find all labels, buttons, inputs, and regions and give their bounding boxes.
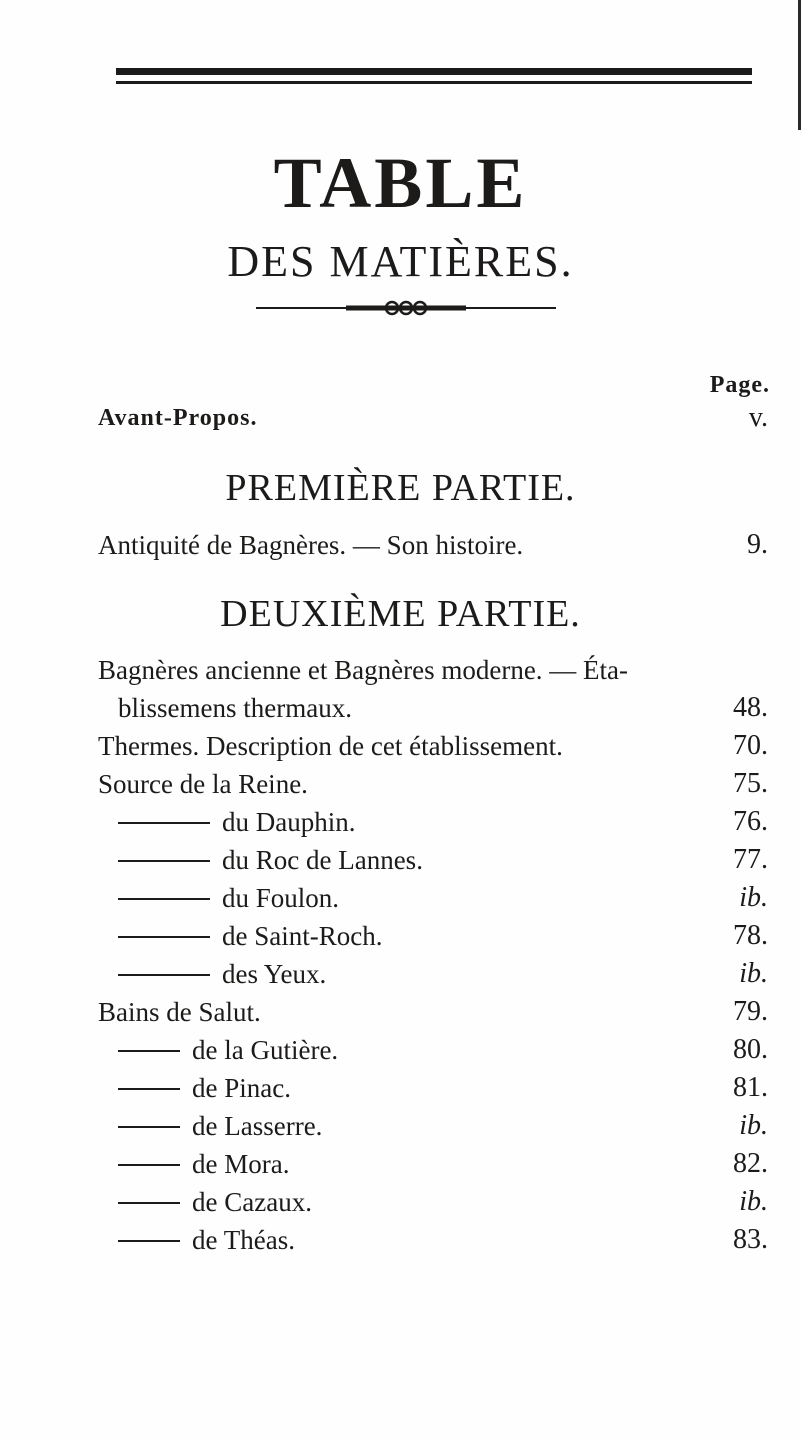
toc-entry-page: 70. [733,730,768,761]
toc-entry [98,690,768,726]
toc-entry-page: ib. [739,1186,768,1217]
toc-entry-page: 79. [733,996,768,1027]
toc-entry-text: Antiquité de Bagnères. — Son histoire. [98,530,524,560]
toc-entry [98,918,768,954]
toc-entry-page: 76. [733,806,768,837]
part-two-heading: DEUXIÈME PARTIE. [220,593,581,635]
toc-entry-text: de Mora. [192,1149,290,1179]
toc-entry [98,880,768,916]
toc-entry-page: 83. [733,1224,768,1255]
toc-entry-text: Thermes. Description de cet établissement. [98,731,563,761]
toc-entry [98,956,768,992]
ditto-dash [118,936,210,938]
toc-entry-text: du Foulon. [222,883,340,913]
toc-entry [98,994,768,1030]
toc-entry-text: Bains de Salut. [98,997,261,1027]
toc-entry-avant-propos [98,400,768,436]
part-one-heading: PREMIÈRE PARTIE. [225,467,576,509]
toc-entry-page: 78. [733,920,768,951]
toc-entry-text: du Roc de Lannes. [222,845,423,875]
toc-entry-text: de Pinac. [192,1073,291,1103]
toc-entry-text: du Dauphin. [222,807,356,837]
toc-entry-text: de la Gutière. [192,1035,339,1065]
toc-entry-page: 82. [733,1148,768,1179]
toc-entry [98,1184,768,1220]
toc-entry-page: 75. [733,768,768,799]
toc-entry-text: de Saint-Roch. [222,921,383,951]
toc-entry-page: ib. [739,882,768,913]
ditto-dash [118,974,210,976]
toc-entry [98,766,768,802]
toc-entry [98,1222,768,1258]
ditto-dash [118,1050,180,1052]
page-subtitle: DES MATIÈRES. [227,237,574,286]
toc-entry-text: de Lasserre. [192,1111,323,1141]
toc-entry [98,1108,768,1144]
header-rule-thin [116,81,752,84]
toc-entry [98,1070,768,1106]
toc-entry-text: des Yeux. [222,959,327,989]
toc-entry [98,1146,768,1182]
toc-entry-page: 9. [747,529,768,560]
page-column-label: Page. [709,372,770,398]
ditto-dash [118,860,210,862]
ditto-dash [118,1240,180,1242]
toc-entry-text: Avant-Propos. [98,405,258,431]
toc-entry-page: ib. [739,1110,768,1141]
toc-entry-page: ib. [739,958,768,989]
toc-entry [98,1032,768,1068]
toc-entry-text: Bagnères ancienne et Bagnères moderne. — Éta- [98,655,629,685]
ditto-dash [118,822,210,824]
ditto-dash [118,1202,180,1204]
toc-entry [98,527,768,563]
header-rule-thick [116,68,752,75]
ditto-dash [118,1088,180,1090]
page-title: TABLE [273,143,528,223]
ditto-dash [118,898,210,900]
toc-entry-page: v. [748,402,768,433]
toc-entry-text: de Théas. [192,1225,295,1255]
toc-entry [98,652,768,688]
toc-entry-page: 77. [733,844,768,875]
ditto-dash [118,1164,180,1166]
toc-entry-page: 48. [733,692,768,723]
ditto-dash [118,1126,180,1128]
toc-entry-text: blissemens thermaux. [118,693,352,723]
toc-entry-page: 80. [733,1034,768,1065]
toc-entry-text: Source de la Reine. [98,769,308,799]
toc-entry-page: 81. [733,1072,768,1103]
toc-entry [98,804,768,840]
toc-entry [98,728,768,764]
toc-entry [98,842,768,878]
ornament-divider-icon [256,300,556,316]
toc-entry-text: de Cazaux. [192,1187,312,1217]
